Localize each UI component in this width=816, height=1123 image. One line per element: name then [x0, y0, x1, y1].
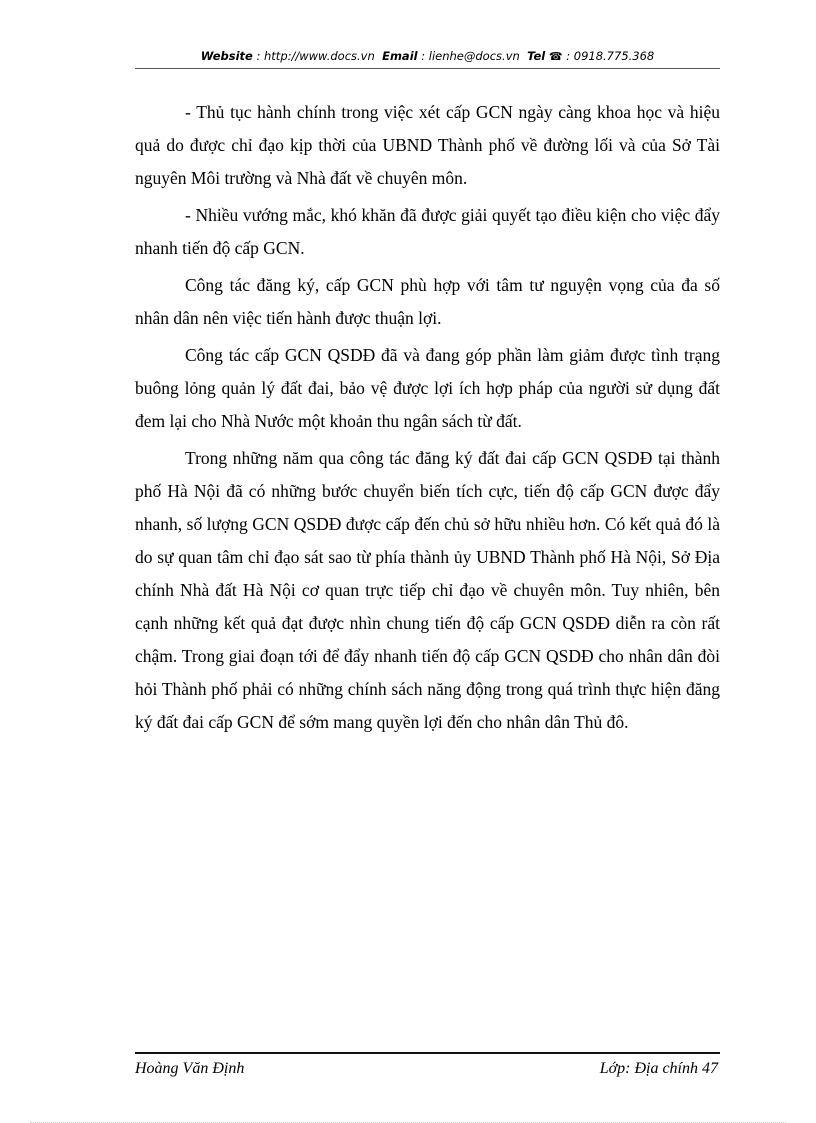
paragraph: - Nhiều vướng mắc, khó khăn đã được giải quyết tạo điều kiện cho việc đẩy nhanh tiến độ cấp GCN. [135, 205, 720, 258]
paragraph: Công tác cấp GCN QSDĐ đã và đang góp phần làm giảm được tình trạng buông lỏng quản lý đất đai, bảo vệ được lợi ích hợp pháp của người sử dụng đất đem lại cho Nhà Nước một khoản thu ngân sách từ đất. [135, 345, 720, 431]
page-footer [135, 1052, 720, 1080]
website-value: : http://www.docs.vn [256, 49, 375, 63]
phone-icon: ☎ [548, 50, 563, 63]
footer-class: Lớp: Địa chính 47 [599, 1060, 718, 1077]
document-body [135, 96, 720, 743]
paragraph: - Thủ tục hành chính trong việc xét cấp GCN ngày càng khoa học và hiệu quả do được chỉ đạo kịp thời của UBND Thành phố về đường lối và của Sở Tài nguyên Môi trường và Nhà đất về chuyên môn. [135, 102, 720, 188]
paragraph: Trong những năm qua công tác đăng ký đất đai cấp GCN QSDĐ tại thành phố Hà Nội đã có những bước chuyển biến tích cực, tiến độ cấp GCN được đẩy nhanh, số lượng GCN QSDĐ được cấp đến chủ sở hữu nhiều hơn. Có kết quả đó là do sự quan tâm chỉ đạo sát sao từ phía thành ủy UBND Thành phố Hà Nội, Sở Địa chính Nhà đất Hà Nội cơ quan trực tiếp chỉ đạo về chuyên môn. Tuy nhiên, bên cạnh những kết quả đạt được nhìn chung tiến độ cấp GCN QSDĐ diễn ra còn rất chậm. Trong giai đoạn tới để đẩy nhanh tiến độ cấp GCN QSDĐ cho nhân dân đòi hỏi Thành phố phải có những chính sách năng động trong quá trình thực hiện đăng ký đất đai cấp GCN để sớm mang quyền lợi đến cho nhân dân Thủ đô. [135, 448, 720, 732]
website-label: Website [200, 49, 253, 63]
tel-label: Tel [527, 49, 546, 63]
tel-value: : 0918.775.368 [566, 49, 655, 63]
page-header [135, 46, 720, 69]
paragraph: Công tác đăng ký, cấp GCN phù hợp với tâm tư nguyện vọng của đa số nhân dân nên việc tiến hành được thuận lợi. [135, 275, 720, 328]
email-label: Email [382, 49, 418, 63]
footer-author: Hoàng Văn Định [135, 1060, 245, 1077]
email-value: : lienhe@docs.vn [421, 49, 520, 63]
